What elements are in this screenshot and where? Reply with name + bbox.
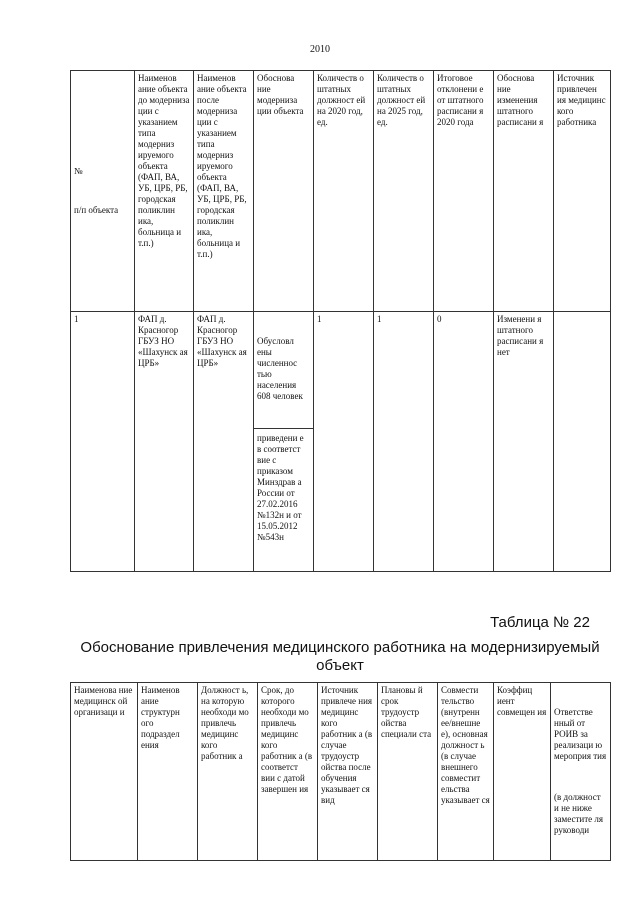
modernization-staff-table	[70, 70, 611, 572]
table-header-row	[71, 71, 611, 312]
cell-justification-population: Обусловл ены численнос тью населения 608 человек	[257, 336, 303, 401]
header-worker-source: Источник привлечен ия медицинс кого работника	[554, 71, 611, 312]
header-combination: Совмести тельство (внутренн ее/внешне е), основная должност ь (в случае внешнего совместит ельства указывает ся	[438, 683, 494, 861]
cell-object-before: ФАП д. Красногор ГБУЗ НО «Шахунск ая ЦРБ»	[135, 312, 194, 572]
section-title: Обоснование привлечения медицинского работника на модернизируемый объект	[80, 639, 600, 674]
header-planned-term: Плановы й срок трудоустр ойства специали ста	[378, 683, 438, 861]
header-organization: Наименова ние медицинск ой организаци и	[71, 683, 138, 861]
header-num-sign: №	[74, 166, 83, 176]
header-position: Должност ь, на которую необходи мо привлечь медицинс кого работник а	[198, 683, 258, 861]
table-row	[71, 312, 611, 572]
cell-justification	[254, 312, 314, 572]
header-deadline: Срок, до которого необходи мо привлечь медицинс кого работник а (в соответст вии с датой завершен ия	[258, 683, 318, 861]
header-num	[71, 71, 135, 312]
header-responsible	[551, 683, 611, 861]
header-source: Источник привлече ния медицинс кого работник а (в случае трудоустр ойства после обучения указывает ся вид	[318, 683, 378, 861]
header-staff-2025: Количеств о штатных должност ей на 2025 год, ед.	[374, 71, 434, 312]
cell-object-after: ФАП д. Красногор ГБУЗ НО «Шахунск ая ЦРБ»	[194, 312, 254, 572]
table-caption: Таблица № 22	[490, 614, 590, 631]
header-responsible-note: (в должност и не ниже заместите ля руководи	[554, 792, 606, 835]
header-staff-2020: Количеств о штатных должност ей на 2020 год, ед.	[314, 71, 374, 312]
header-object-before: Наименов ание объекта до модерниза ции с указанием типа модерниз ируемого объекта (ФАП, ВА, УБ, ЦРБ, РБ, городская поликлин ика, больница и т.п.)	[135, 71, 194, 312]
cell-num: 1	[71, 312, 135, 572]
header-deviation: Итоговое отклонени е от штатного расписани я 2020 года	[434, 71, 494, 312]
header-department: Наименов ание структурн ого подраздел ения	[138, 683, 198, 861]
table-header-row	[71, 683, 611, 861]
cell-worker-source	[554, 312, 611, 572]
cell-justification-order: приведени е в соответст вие с приказом Минздрав а России от 27.02.2016 №132н и от 15.05.2012 №543н	[254, 428, 313, 543]
cell-change-justification: Изменени я штатного расписани я нет	[494, 312, 554, 572]
header-responsible-main: Ответстве нный от РОИВ за реализаци ю мероприя тия	[554, 707, 607, 761]
cell-staff-2025: 1	[374, 312, 434, 572]
header-coefficient: Коэффиц иент совмещен ия	[494, 683, 551, 861]
worker-attraction-table	[70, 682, 611, 861]
header-num-sub: п/п объекта	[74, 205, 119, 215]
cell-deviation: 0	[434, 312, 494, 572]
page-number: 2010	[310, 44, 330, 55]
header-justification: Обоснова ние модерниза ции объекта	[254, 71, 314, 312]
cell-staff-2020: 1	[314, 312, 374, 572]
header-change-justification: Обоснова ние изменения штатного расписани я	[494, 71, 554, 312]
header-object-after: Наименов ание объекта после модерниза ции с указанием типа модерниз ируемого объекта (ФАП, ВА, УБ, ЦРБ, РБ, городская поликлин ика, больница и т.п.)	[194, 71, 254, 312]
